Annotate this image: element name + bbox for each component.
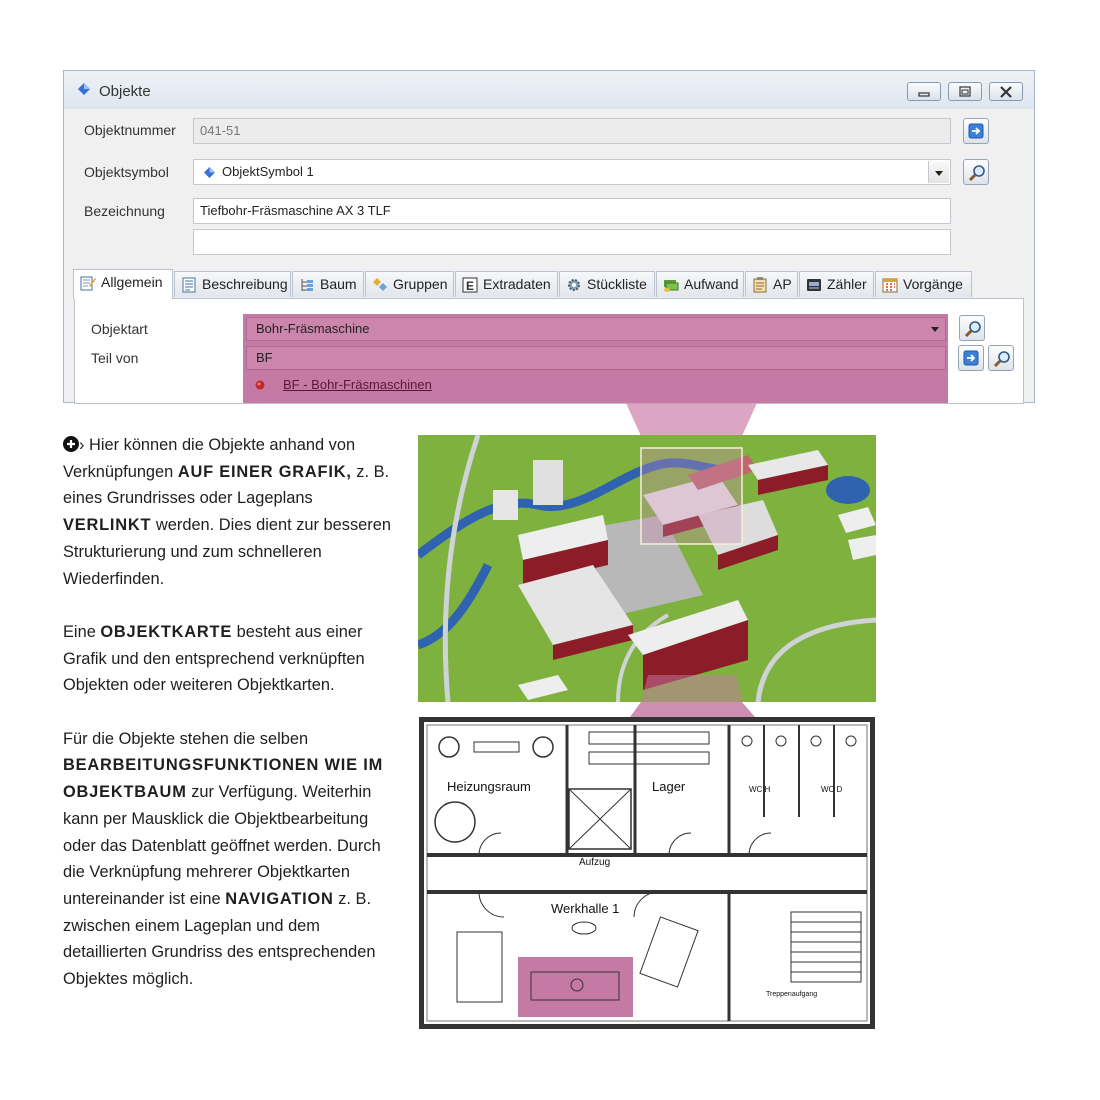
objektnummer-field[interactable]: 041-51 [193, 118, 951, 144]
text-bold: VERLINKT [63, 516, 152, 535]
text-segment: zur Verfügung. Weiterhin kann per Mausklick die Objektbearbeitung oder das Datenblatt geöffnet werden. Durch die Verknüpfung mehrerer Objektkarten untereinander ist eine [63, 783, 381, 908]
floor-plan-image[interactable] [419, 717, 875, 1029]
room-label-wc-h: WC H [749, 785, 771, 794]
text-bold: NAVIGATION [225, 889, 334, 908]
text-segment: › Hier können die Objekte anhand von Verknüpfungen [63, 436, 356, 481]
tab-label: Zähler [827, 276, 867, 292]
tab-label: Gruppen [393, 276, 448, 292]
tab-label: Allgemein [101, 274, 163, 290]
tab-label: Stückliste [587, 276, 647, 292]
room-label-werkhalle: Werkhalle 1 [551, 901, 620, 916]
text-segment: Für die Objekte stehen die selben [63, 729, 309, 748]
text-segment: Eine [63, 622, 101, 641]
room-label-wc-d: WC D [821, 785, 843, 794]
room-label-treppenaufgang: Treppenaufgang [766, 991, 818, 998]
objektart-value: Bohr-Fräsmaschine [256, 321, 370, 336]
tab-label: Extradaten [483, 276, 551, 292]
teil-von-field[interactable]: BF [246, 346, 946, 370]
text-bold: OBJEKTKARTE [100, 622, 233, 641]
text-segment: besteht aus einer Grafik und den entsprechend verknüpften Objekten oder weiteren Objektkarten. [63, 622, 365, 695]
tab-label: Aufwand [684, 276, 739, 292]
text-bold: BEARBEITUNGSFUNKTIONEN WIE IM OBJEKTBAUM [63, 756, 384, 802]
window-title: Objekte [99, 83, 151, 100]
objektsymbol-value: ObjektSymbol 1 [222, 164, 314, 179]
room-label-lager: Lager [652, 779, 686, 794]
edit-icon [80, 275, 96, 291]
text-segment: werden. Dies dient zur besseren Strukturierung und zum schnelleren Wiederfinden. [63, 516, 391, 588]
tab-label: Baum [320, 276, 357, 292]
teil-von-label: Teil von [91, 350, 139, 366]
tab-label: Vorgänge [903, 276, 963, 292]
text-bold: AUF EINER GRAFIK, [177, 462, 352, 481]
bezeichnung-field[interactable]: Tiefbohr-Fräsmaschine AX 3 TLF [193, 198, 951, 224]
objektnummer-label: Objektnummer [84, 122, 176, 138]
svg-text:E: E [466, 279, 475, 293]
teil-von-link[interactable]: BF - Bohr-Fräsmaschinen [283, 377, 432, 392]
tab-allgemein[interactable] [73, 269, 173, 299]
objektsymbol-label: Objektsymbol [84, 164, 169, 180]
bezeichnung-label: Bezeichnung [84, 203, 165, 219]
objektart-label: Objektart [91, 321, 148, 337]
text-segment: z. B. zwischen einem Lageplan und dem detaillierten Grundriss des entsprechenden Objektes möglich. [63, 889, 376, 989]
tab-label: Beschreibung [202, 276, 288, 292]
room-label-heizungsraum: Heizungsraum [447, 779, 531, 794]
room-label-aufzug: Aufzug [579, 857, 611, 868]
text-segment: z. B. eines Grundrisses oder Lageplans [63, 462, 390, 508]
tab-label: AP [773, 276, 792, 292]
